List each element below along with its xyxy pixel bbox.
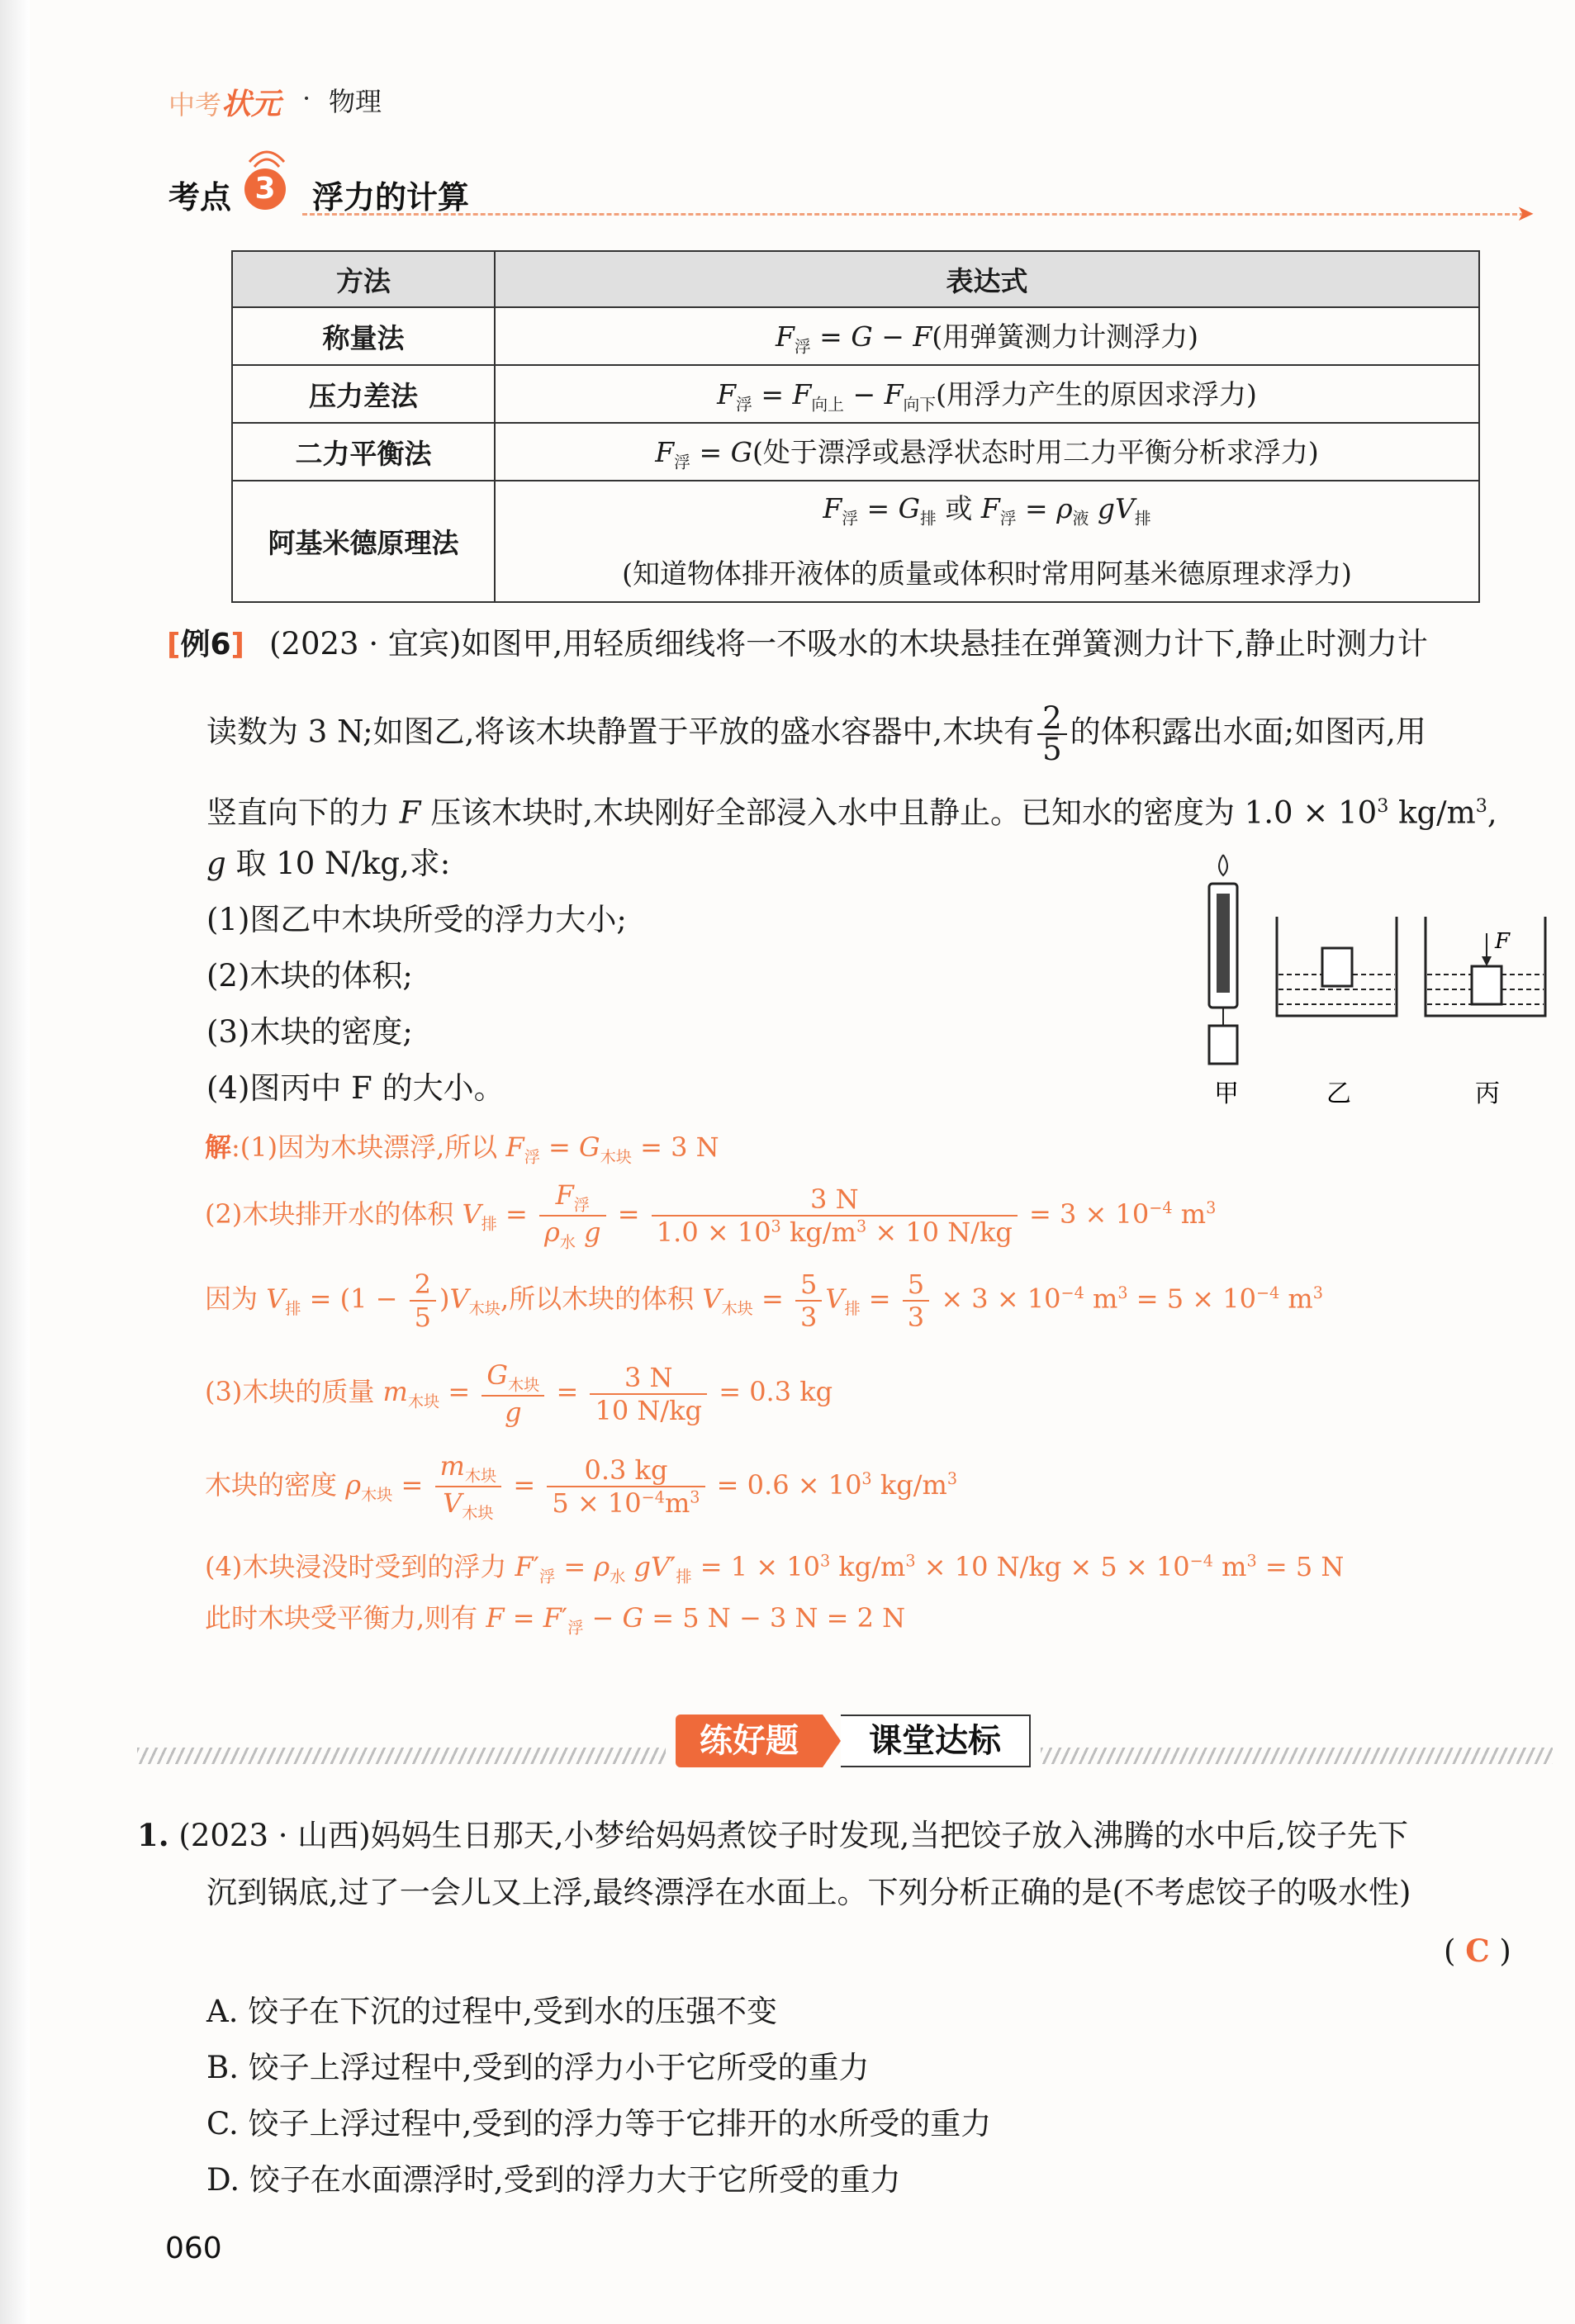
figure-label-jia: 甲 — [1214, 1079, 1239, 1108]
practice-question-line2: 沉到锅底,过了一会儿又上浮,最终漂浮在水面上。下列分析正确的是(不考虑饺子的吸水性) — [206, 1875, 1411, 1910]
header-dot: · — [302, 83, 311, 114]
solution-label: 解 — [205, 1131, 232, 1163]
method-name: 称量法 — [232, 307, 495, 365]
page-number: 060 — [165, 2232, 222, 2265]
method-expression: $F_浮 = G$(处于漂浮或悬浮状态时用二力平衡分析求浮力) — [495, 423, 1479, 481]
example-tag: [例6] — [167, 628, 244, 662]
example-line2 — [206, 700, 1561, 767]
header-brand — [168, 81, 281, 123]
practice-banner-main: 练好题 — [676, 1715, 823, 1767]
method-expression: $F_浮 = F_{向上} - F_{向下}$(用浮力产生的原因求浮力) — [495, 365, 1479, 423]
example-text: 取 10 N/kg,求: — [235, 846, 451, 881]
header-subject: 物理 — [329, 86, 382, 117]
page-edge-shadow — [0, 0, 30, 2324]
solution-step2: (2)木块排开水的体积 $V_排$ = $\frac{F_浮}{\rho_水 g}$ = $\frac{3 N}{1.0 \times 10^3 kg/m^3 \times 10 N/kg}$ = $3 \times 10^{-4}$ $m^3$ — [205, 1179, 1217, 1252]
solution-step2b: 因为 $V_排 = (1$ − $\frac{2}{5}$ )$V_{木块}$,所以木块的体积 $V_{木块}$ = $\frac{5}{3}$ $V_排$ = $\frac{5}{3}$ × $3 \times 10^{-4}$ $m^3 = 5 \times 10^{-4}$ $m^3$ — [205, 1269, 1323, 1333]
container-bing — [1426, 917, 1545, 1016]
solution-step1: 解:(1)因为木块漂浮,所以 $F_浮 = G_{木块} = 3$ N — [205, 1131, 719, 1167]
solution-text: (3)木块的质量 — [205, 1376, 375, 1408]
spring-scale — [1209, 855, 1237, 1064]
section-title: 浮力的计算 — [312, 179, 470, 216]
experiment-figure — [1178, 851, 1566, 1123]
solution-text: (4)木块浸没时受到的浮力 — [205, 1551, 507, 1582]
option-a: A. 饺子在下沉的过程中,受到水的压强不变 — [206, 1994, 778, 2029]
container-yi — [1277, 917, 1397, 1016]
example-source: (2023 · 宜宾) — [269, 626, 462, 662]
solution-text: 因为 — [205, 1283, 259, 1315]
banner-hatch-right — [1041, 1748, 1553, 1764]
answer-value: C — [1465, 1933, 1490, 1969]
section-number-badge: 3 — [244, 168, 286, 210]
solution-step3: (3)木块的质量 $m_{木块}$ = $\frac{G_{木块}}{g}$ = $\frac{3 N}{10 N/kg}$ = 0.3 kg — [205, 1359, 833, 1429]
example-text: 压该木块时,木块刚好全部浸入水中且静止。已知水的密度为 1.0 × 10 — [430, 794, 1378, 831]
question-source: (2023 · 山西) — [178, 1818, 371, 1853]
document-page — [30, 0, 1575, 2324]
table-header-row — [232, 251, 1479, 307]
example-line1 — [269, 619, 1558, 669]
signal-icon — [246, 145, 287, 170]
expression-note: (用浮力产生的原因求浮力) — [936, 377, 1257, 410]
example-text: 的体积露出水面;如图丙,用 — [1070, 714, 1426, 750]
method-name: 压力差法 — [232, 365, 495, 423]
figure-label-bing: 丙 — [1475, 1079, 1500, 1108]
method-expression: $F_浮 = G_排$ 或 $F_浮 = \rho_液$ $gV_排$ (知道物体排开液体的质量或体积时常用阿基米德原理求浮力) — [495, 481, 1479, 602]
practice-banner-sub: 课堂达标 — [841, 1715, 1031, 1767]
figure-label-yi: 乙 — [1326, 1079, 1351, 1108]
question-3: (3)木块的密度; — [206, 1014, 413, 1050]
solution-text: 此时木块受平衡力,则有 — [205, 1602, 478, 1634]
solution-text: (2)木块排开水的体积 — [205, 1198, 454, 1230]
table-row — [232, 365, 1479, 423]
question-number: 1. — [137, 1817, 169, 1853]
question-2: (2)木块的体积; — [206, 958, 413, 994]
methods-table — [231, 250, 1480, 603]
fraction-two-fifths: $\frac{2}{5}$ — [1037, 704, 1067, 765]
section-divider — [302, 213, 1525, 216]
method-name: 二力平衡法 — [232, 423, 495, 481]
option-c: C. 饺子上浮过程中,受到的浮力等于它排开的水所受的重力 — [206, 2106, 992, 2141]
expression-note: (知道物体排开液体的质量或体积时常用阿基米德原理求浮力) — [622, 557, 1352, 590]
force-label: F — [1495, 929, 1511, 954]
option-d: D. 饺子在水面漂浮时,受到的浮力大于它所受的重力 — [206, 2162, 901, 2198]
expression-connector: 或 — [945, 492, 973, 524]
table-header-expression: 表达式 — [495, 251, 1479, 307]
method-name: 阿基米德原理法 — [232, 481, 495, 602]
solution-text: ,所以木块的体积 — [500, 1283, 695, 1315]
answer-bracket: ( C ) — [1444, 1933, 1511, 1969]
example-text: kg/m — [1388, 794, 1476, 831]
table-row — [232, 423, 1479, 481]
practice-banner-tip — [823, 1715, 841, 1767]
brand-part2: 状元 — [221, 88, 282, 121]
solution-step4: (4)木块浸没时受到的浮力 $F'_浮 = \rho_水$ $gV'_排 = 1 \times 10^3$ $kg/m^3 \times 10$ $N/kg \times 5 \times 10^{-4}$ $m^3 = 5$ N — [205, 1551, 1345, 1586]
arrow-right-icon: ➤ — [1516, 202, 1535, 226]
method-expression: $F_浮 = G - F$(用弹簧测力计测浮力) — [495, 307, 1479, 365]
banner-hatch-left — [137, 1748, 666, 1764]
example-tag-text: 例6 — [180, 628, 231, 662]
question-1: (1)图乙中木块所受的浮力大小; — [206, 902, 627, 937]
solution-text: :(1)因为木块漂浮,所以 — [231, 1131, 498, 1163]
table-row — [232, 481, 1479, 602]
section-label: 考点 — [168, 179, 232, 216]
expression-note: (处于漂浮或悬浮状态时用二力平衡分析求浮力) — [752, 435, 1319, 468]
table-header-method: 方法 — [232, 251, 495, 307]
question-stem: 妈妈生日那天,小梦给妈妈煮饺子时发现,当把饺子放入沸腾的水中后,饺子先下 — [370, 1818, 1409, 1853]
example-text: 如图甲,用轻质细线将一不吸水的木块悬挂在弹簧测力计下,静止时测力计 — [461, 626, 1428, 662]
practice-question-line1 — [137, 1810, 1558, 1861]
option-b: B. 饺子上浮过程中,受到的浮力小于它所受的重力 — [206, 2050, 870, 2085]
example-line3: 竖直向下的力 F 压该木块时,木块刚好全部浸入水中且静止。已知水的密度为 $1.0 \times 10^3$ $kg/m^3$, — [206, 794, 1497, 831]
example-text: 读数为 3 N;如图乙,将该木块静置于平放的盛水容器中,木块有 — [206, 714, 1035, 750]
question-4: (4)图丙中 F 的大小。 — [206, 1070, 505, 1106]
expression-note: (用弹簧测力计测浮力) — [932, 320, 1198, 353]
solution-step4b: 此时木块受平衡力,则有 $F = F'_浮 - G = 5$ N − 3 N = 2 N — [205, 1602, 906, 1638]
example-line4: g 取 10 N/kg,求: — [206, 846, 451, 881]
solution-step3b: 木块的密度 $\rho_{木块}$ = $\frac{m_{木块}}{V_{木块}}$ = $\frac{0.3 kg}{5 \times 10^{-4}m^3}$ = $0.6 \times 10^3$ $kg/m^3$ — [205, 1450, 958, 1523]
solution-text: 木块的密度 — [205, 1468, 338, 1501]
table-row — [232, 307, 1479, 365]
brand-part1: 中考 — [168, 89, 222, 121]
example-text: 竖直向下的力 — [206, 794, 390, 831]
